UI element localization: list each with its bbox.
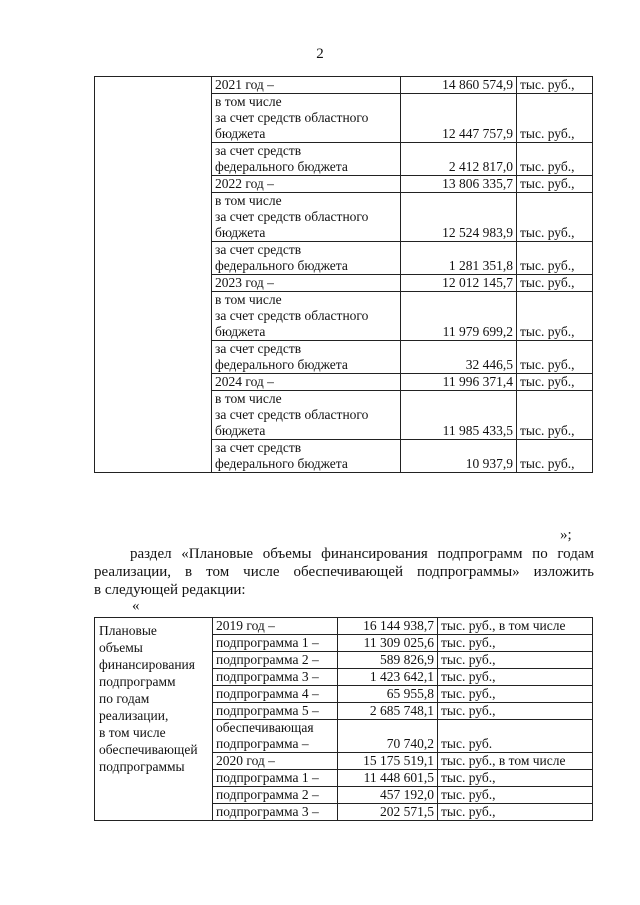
row-label: подпрограмма 2 – — [213, 787, 338, 804]
financing-table-continued — [94, 76, 593, 473]
row-label: 2024 год – — [212, 374, 401, 391]
row-unit: тыс. руб., — [517, 341, 593, 374]
row-unit: тыс. руб., — [438, 787, 593, 804]
row-value: 13 806 335,7 — [401, 176, 517, 193]
opening-quote: « — [132, 598, 140, 614]
row-value: 12 012 145,7 — [401, 275, 517, 292]
row-label: за счет средств федерального бюджета — [212, 242, 401, 275]
row-label: подпрограмма 4 – — [213, 686, 338, 703]
row-unit: тыс. руб., — [517, 143, 593, 176]
row-value: 12 447 757,9 — [401, 94, 517, 143]
row-unit: тыс. руб., — [438, 652, 593, 669]
row-unit: тыс. руб., — [438, 703, 593, 720]
row-unit: тыс. руб., — [517, 77, 593, 94]
row-value: 12 524 983,9 — [401, 193, 517, 242]
row-label: в том числе за счет средств областного бюджета — [212, 193, 401, 242]
row-value: 15 175 519,1 — [338, 753, 438, 770]
paragraph-line-3: в следующей редакции: — [94, 582, 246, 598]
row-label: подпрограмма 2 – — [213, 652, 338, 669]
row-value: 202 571,5 — [338, 804, 438, 821]
row-value: 32 446,5 — [401, 341, 517, 374]
row-value: 11 309 025,6 — [338, 635, 438, 652]
row-value: 11 448 601,5 — [338, 770, 438, 787]
row-value: 1 423 642,1 — [338, 669, 438, 686]
paragraph-line-2: реализации, в том числе обеспечивающей подпрограммы» изложить — [94, 564, 594, 580]
row-value: 589 826,9 — [338, 652, 438, 669]
row-label: за счет средств федерального бюджета — [212, 440, 401, 473]
row-unit: тыс. руб., в том числе — [438, 753, 593, 770]
paragraph-line-1: раздел «Плановые объемы финансирования подпрограмм по годам — [130, 546, 594, 562]
row-unit: тыс. руб., — [438, 669, 593, 686]
row-value: 70 740,2 — [338, 720, 438, 753]
row-value: 16 144 938,7 — [338, 618, 438, 635]
subprogram-financing-table — [94, 617, 593, 821]
row-unit: тыс. руб., — [438, 635, 593, 652]
row-value: 11 979 699,2 — [401, 292, 517, 341]
row-label: в том числе за счет средств областного бюджета — [212, 391, 401, 440]
row-unit: тыс. руб., в том числе — [438, 618, 593, 635]
row-value: 2 685 748,1 — [338, 703, 438, 720]
row-unit: тыс. руб., — [438, 686, 593, 703]
row-label: 2021 год – — [212, 77, 401, 94]
row-unit: тыс. руб., — [438, 804, 593, 821]
row-label: 2020 год – — [213, 753, 338, 770]
row-label: подпрограмма 3 – — [213, 669, 338, 686]
row-label: 2022 год – — [212, 176, 401, 193]
row-unit: тыс. руб., — [517, 242, 593, 275]
row-label: 2023 год – — [212, 275, 401, 292]
row-value: 65 955,8 — [338, 686, 438, 703]
row-label: за счет средств федерального бюджета — [212, 143, 401, 176]
row-label: в том числе за счет средств областного бюджета — [212, 292, 401, 341]
row-label: 2019 год – — [213, 618, 338, 635]
row-unit: тыс. руб., — [517, 176, 593, 193]
row-value: 11 996 371,4 — [401, 374, 517, 391]
row-unit: тыс. руб., — [517, 391, 593, 440]
page-number: 2 — [316, 46, 324, 62]
row-unit: тыс. руб., — [517, 94, 593, 143]
row-unit: тыс. руб. — [438, 720, 593, 753]
row-label: подпрограмма 3 – — [213, 804, 338, 821]
row-value: 10 937,9 — [401, 440, 517, 473]
row-label: подпрограмма 1 – — [213, 770, 338, 787]
row-unit: тыс. руб., — [517, 292, 593, 341]
row-value: 14 860 574,9 — [401, 77, 517, 94]
row-unit: тыс. руб., — [517, 193, 593, 242]
row-unit: тыс. руб., — [517, 275, 593, 292]
row-unit: тыс. руб., — [517, 374, 593, 391]
table-row — [95, 77, 593, 94]
row-label: подпрограмма 5 – — [213, 703, 338, 720]
amendment-paragraph — [94, 545, 594, 599]
section-title-cell: Плановые объемы финансирования подпрограмм по годам реализации, в том числе обеспечивающей подпрограммы — [95, 618, 213, 821]
row-value: 457 192,0 — [338, 787, 438, 804]
empty-left-column — [95, 77, 212, 473]
row-value: 11 985 433,5 — [401, 391, 517, 440]
row-unit: тыс. руб., — [517, 440, 593, 473]
row-label: обеспечивающая подпрограмма – — [213, 720, 338, 753]
row-label: за счет средств федерального бюджета — [212, 341, 401, 374]
closing-quote: »; — [560, 527, 572, 543]
row-unit: тыс. руб., — [438, 770, 593, 787]
table-row — [95, 618, 593, 635]
row-value: 2 412 817,0 — [401, 143, 517, 176]
row-label: подпрограмма 1 – — [213, 635, 338, 652]
row-label: в том числе за счет средств областного бюджета — [212, 94, 401, 143]
row-value: 1 281 351,8 — [401, 242, 517, 275]
